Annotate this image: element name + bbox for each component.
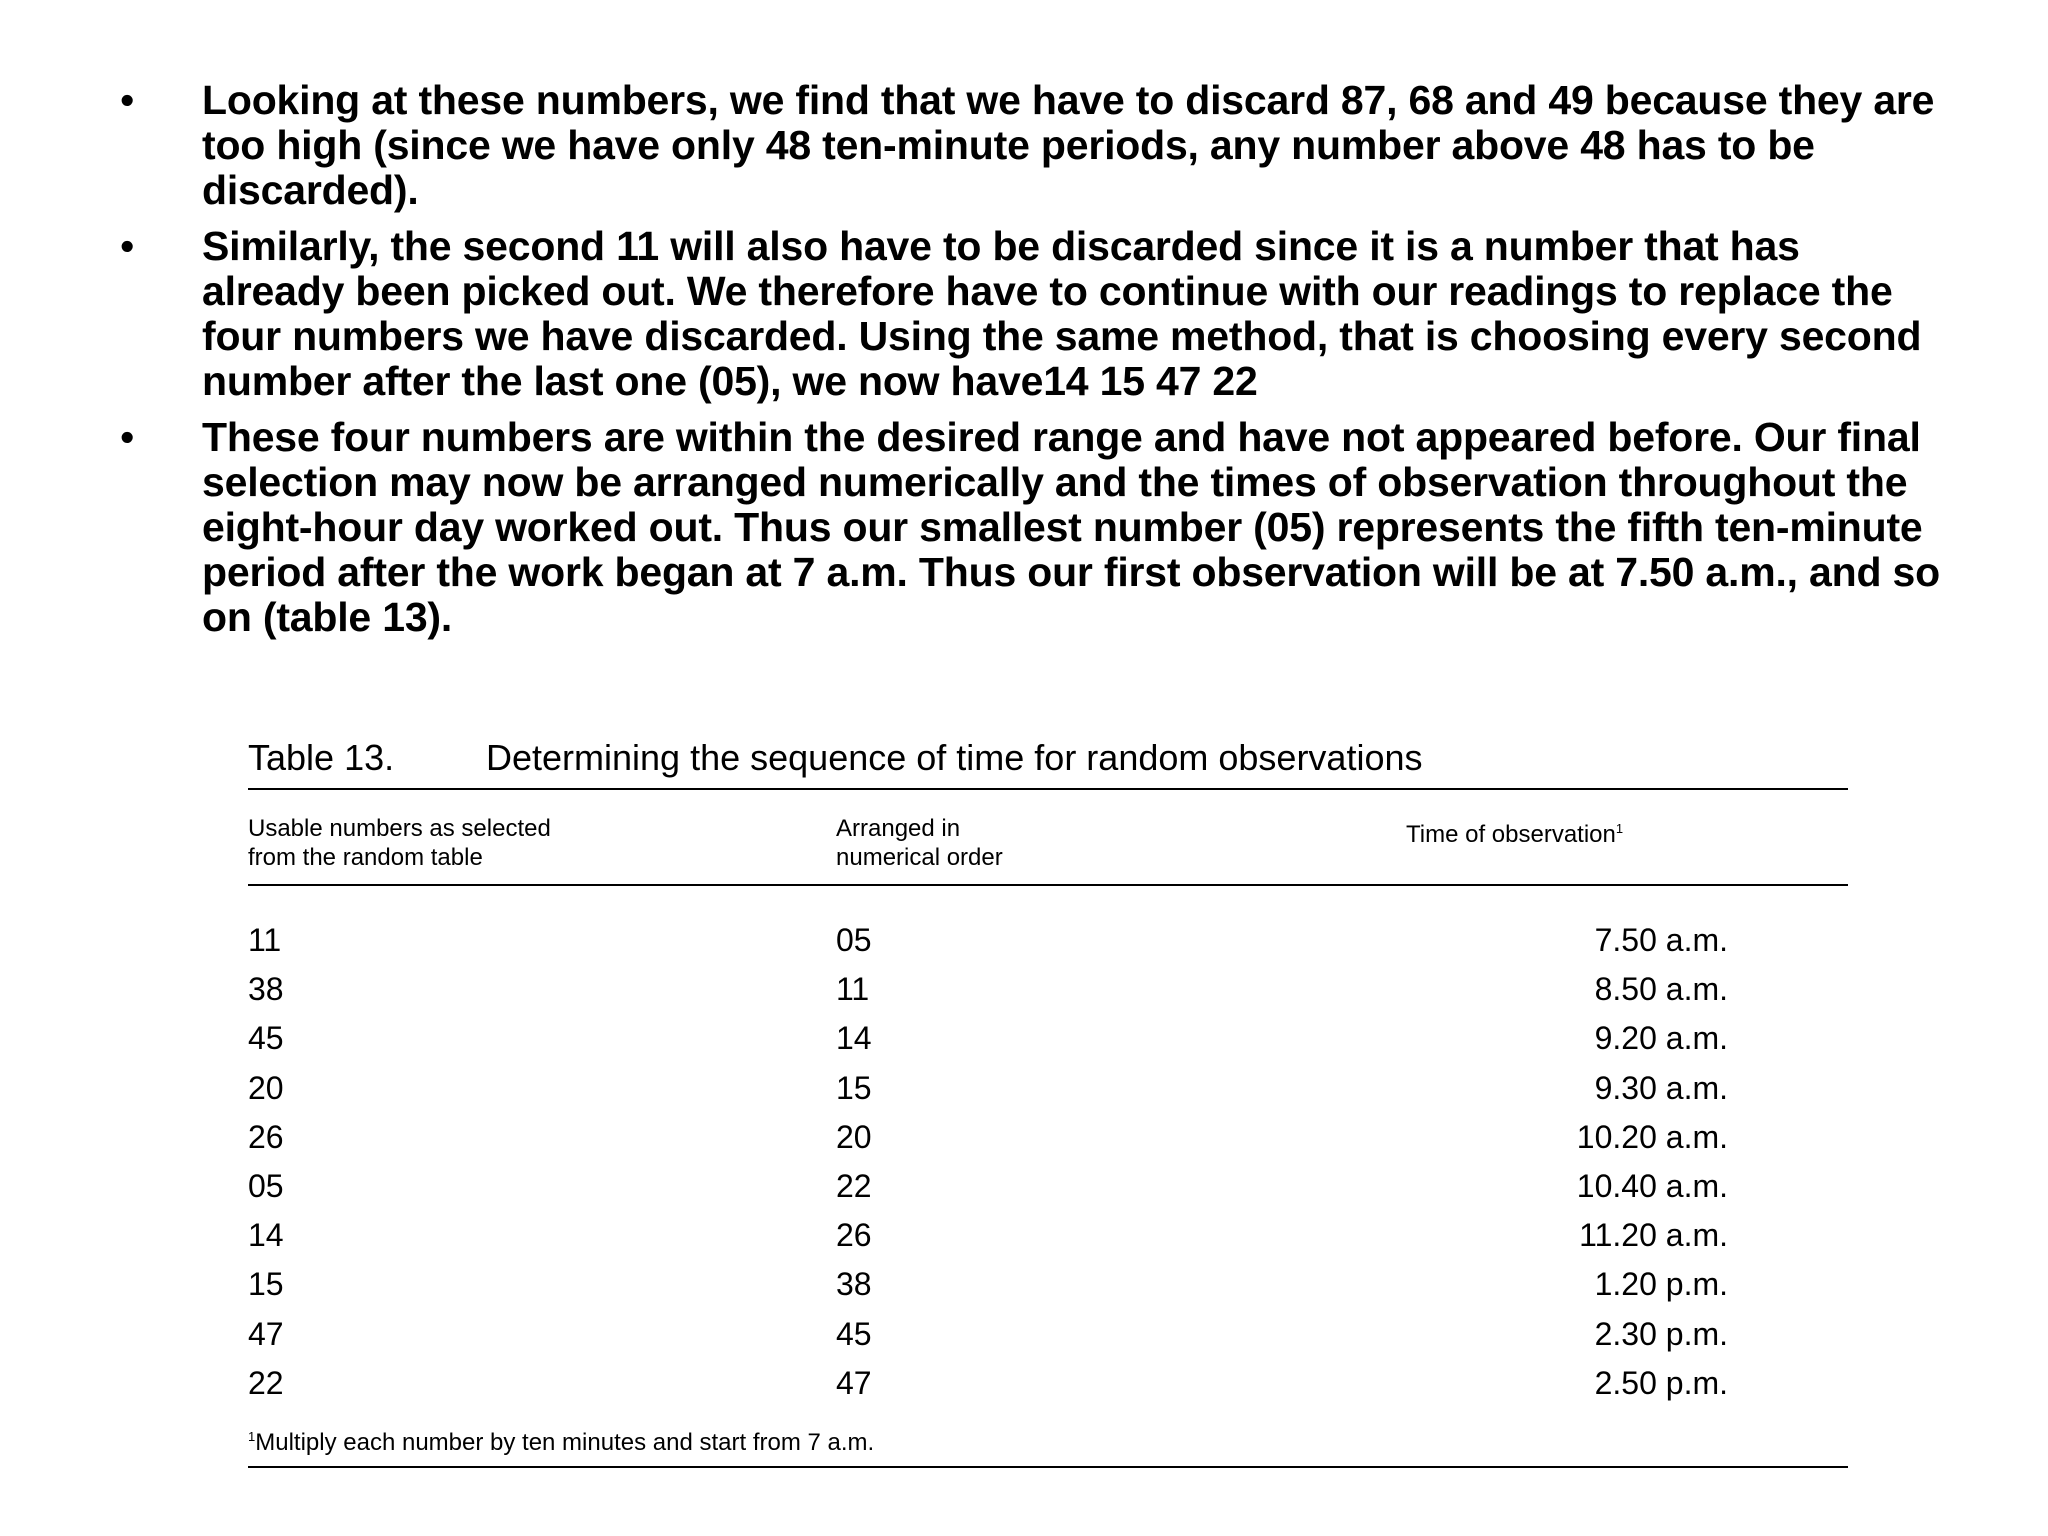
cell-arranged-number: 14 bbox=[836, 1020, 872, 1057]
cell-time: 9.30 a.m. bbox=[1594, 1069, 1728, 1106]
cell-usable-number: 38 bbox=[248, 971, 284, 1008]
cell-usable-number: 05 bbox=[248, 1167, 284, 1204]
cell-time: 8.50 a.m. bbox=[1594, 971, 1728, 1008]
table-row bbox=[248, 916, 1848, 965]
bullet-text: These four numbers are within the desired range and have not appeared before. Our final selection may now be arranged numerically and the times of observation throughout the eight-hour day worked out. Thus our smallest number (05) represents the fifth ten-minute period after the work began at 7 a.m. Thus our first observation will be at 7.50 a.m., and so on (table 13). bbox=[202, 414, 1940, 640]
table-bottom-rule bbox=[248, 1466, 1848, 1468]
table-row bbox=[248, 1113, 1848, 1162]
cell-time: 1.20 p.m. bbox=[1594, 1266, 1728, 1303]
cell-usable-number: 22 bbox=[248, 1364, 284, 1401]
table-body bbox=[248, 886, 1848, 1408]
cell-time: 9.20 a.m. bbox=[1594, 1020, 1728, 1057]
table-caption bbox=[248, 728, 1848, 788]
cell-time: 10.40 a.m. bbox=[1576, 1167, 1728, 1204]
cell-arranged-number: 47 bbox=[836, 1364, 872, 1401]
bullet-dot: • bbox=[120, 223, 135, 269]
header-usable-numbers bbox=[248, 814, 836, 872]
bullet-list bbox=[120, 78, 1950, 651]
bullet-item bbox=[120, 78, 1950, 213]
footnote-text: Multiply each number by ten minutes and start from 7 a.m. bbox=[255, 1428, 875, 1456]
table-row bbox=[248, 1162, 1848, 1211]
cell-arranged-number: 38 bbox=[836, 1266, 872, 1303]
cell-arranged-number: 15 bbox=[836, 1069, 872, 1106]
table-row bbox=[248, 1014, 1848, 1063]
cell-arranged-number: 45 bbox=[836, 1315, 872, 1352]
cell-usable-number: 14 bbox=[248, 1217, 284, 1254]
footnote-mark: 1 bbox=[248, 1428, 256, 1444]
cell-time: 11.20 a.m. bbox=[1579, 1217, 1728, 1254]
header-line: Time of observation bbox=[1406, 821, 1616, 848]
cell-usable-number: 20 bbox=[248, 1069, 284, 1106]
table-row bbox=[248, 1359, 1848, 1408]
footnote-mark: 1 bbox=[1615, 821, 1624, 836]
cell-usable-number: 15 bbox=[248, 1266, 284, 1303]
cell-time: 2.50 p.m. bbox=[1594, 1364, 1728, 1401]
cell-usable-number: 47 bbox=[248, 1315, 284, 1352]
cell-time: 10.20 a.m. bbox=[1576, 1118, 1728, 1155]
cell-arranged-number: 05 bbox=[836, 922, 872, 958]
cell-time: 2.30 p.m. bbox=[1594, 1315, 1728, 1352]
table-header bbox=[248, 790, 1848, 884]
cell-time: 7.50 a.m. bbox=[1594, 922, 1728, 958]
cell-arranged-number: 22 bbox=[836, 1167, 872, 1204]
header-line: numerical order bbox=[836, 844, 1003, 871]
cell-usable-number: 11 bbox=[248, 922, 282, 958]
bullet-dot: • bbox=[120, 414, 135, 460]
table-row bbox=[248, 965, 1848, 1014]
bullet-text: Similarly, the second 11 will also have to be discarded since it is a number that has already been picked out. We therefore have to continue with our readings to replace the four numbers we have discarded. Using the same method, that is choosing every second number after the last one (05), we now have14 15 47 22 bbox=[202, 223, 1922, 404]
table-13 bbox=[248, 728, 1848, 1468]
cell-usable-number: 45 bbox=[248, 1020, 284, 1057]
header-line: Usable numbers as selected bbox=[248, 815, 551, 842]
table-row bbox=[248, 1211, 1848, 1260]
table-footnote bbox=[248, 1408, 1848, 1466]
bullet-item bbox=[120, 415, 1950, 640]
table-row bbox=[248, 1260, 1848, 1309]
cell-usable-number: 26 bbox=[248, 1118, 284, 1155]
header-line: Arranged in bbox=[836, 815, 961, 842]
table-row bbox=[248, 1064, 1848, 1113]
cell-arranged-number: 20 bbox=[836, 1118, 872, 1155]
bullet-dot: • bbox=[120, 77, 135, 123]
bullet-item bbox=[120, 224, 1950, 404]
cell-arranged-number: 26 bbox=[836, 1217, 872, 1254]
table-caption-title: Determining the sequence of time for random observations bbox=[486, 737, 1423, 778]
bullet-text: Looking at these numbers, we find that we have to discard 87, 68 and 49 because they are too high (since we have only 48 ten-minute periods, any number above 48 has to be discarded). bbox=[202, 77, 1935, 213]
table-row bbox=[248, 1310, 1848, 1359]
header-time-of-observation bbox=[1406, 814, 1848, 872]
header-line: from the random table bbox=[248, 844, 483, 871]
cell-arranged-number: 11 bbox=[836, 971, 870, 1008]
table-caption-number: Table 13. bbox=[248, 737, 395, 778]
header-arranged-order bbox=[836, 814, 1406, 872]
